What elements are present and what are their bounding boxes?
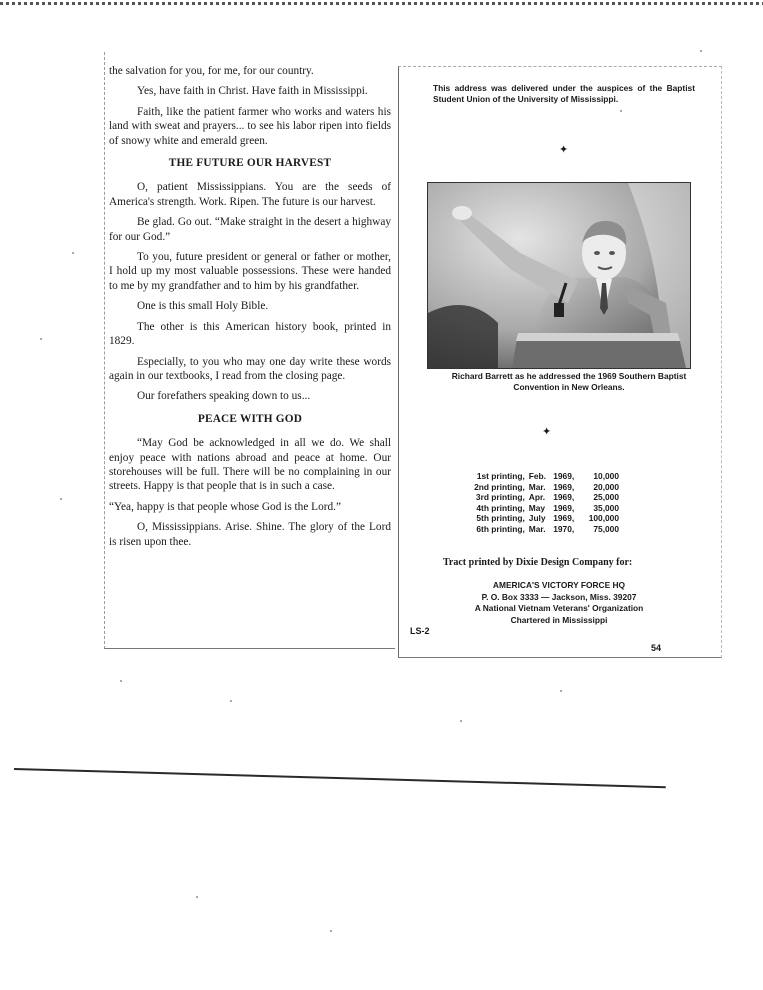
paragraph: The other is this American history book, printed in 1829. xyxy=(109,320,391,348)
printing-label: 4th printing, xyxy=(476,502,525,513)
printing-month: July xyxy=(528,513,546,523)
scan-speck xyxy=(120,680,122,682)
paragraph: O, patient Mississippians. You are the seeds of America's strength. Work. Ripen. The future is our harvest. xyxy=(109,181,391,208)
paragraph: the salvation for you, for me, for our country. xyxy=(109,65,314,77)
printing-history xyxy=(459,471,619,534)
page-number: 54 xyxy=(651,643,662,653)
printing-year: 1970, xyxy=(553,523,575,534)
printing-year: 1969, xyxy=(553,471,575,481)
scan-top-border xyxy=(0,2,763,5)
right-page xyxy=(398,66,722,658)
printing-year: 1969, xyxy=(553,481,575,492)
printing-year: 1969, xyxy=(553,492,575,502)
printing-row xyxy=(459,503,619,514)
org-name: AMERICA'S VICTORY FORCE HQ xyxy=(492,580,626,590)
speaker-photo-graphic xyxy=(428,183,690,368)
scan-speck xyxy=(620,110,622,112)
paragraph: Faith, like the patient farmer who works and waters his land with sweat and prayers... to see his labor ripen into fields of snowy white and emerald green. xyxy=(109,105,391,147)
scan-speck xyxy=(40,338,42,340)
section-heading-peace: PEACE WITH GOD xyxy=(197,412,303,425)
printing-label: 3rd printing, xyxy=(475,492,525,502)
scan-speck xyxy=(560,690,562,692)
scan-speck xyxy=(460,720,462,722)
printing-label: 2nd printing, xyxy=(474,481,525,492)
printing-label: 1st printing, xyxy=(476,471,525,481)
scan-artifact-line xyxy=(14,768,666,788)
printing-year: 1969, xyxy=(553,513,575,523)
paragraph: O, Mississippians. Arise. Shine. The glory of the Lord is risen upon thee. xyxy=(109,521,391,548)
address-note: This address was delivered under the auspices of the Baptist Student Union of the University of Mississippi. xyxy=(433,83,695,104)
organization-block xyxy=(439,580,679,626)
paragraph: “May God be acknowledged in all we do. We shall enjoy peace with nations abroad and peace at home. Our storehouses will be full. There will be no complaining in our streets. Happy is that people that is in such a case. xyxy=(109,437,391,493)
page-number: LS-2 xyxy=(410,626,430,636)
printing-label: 6th printing, xyxy=(476,523,525,534)
org-description: A National Vietnam Veterans' Organization xyxy=(474,603,644,613)
scan-speck xyxy=(196,896,198,898)
left-page xyxy=(104,52,395,649)
scan-speck xyxy=(700,50,702,52)
org-address: P. O. Box 3333 — Jackson, Miss. 39207 xyxy=(481,591,637,602)
printing-count: 100,000 xyxy=(588,513,619,523)
paragraph: To you, future president or general or father or mother, I hold up my most valuable possessions. These were handed to me by my grandfather and to him by his grandfather. xyxy=(109,251,391,292)
scan-speck xyxy=(72,252,74,254)
printing-row xyxy=(459,492,619,503)
printing-month: Mar. xyxy=(528,523,546,534)
scan-speck xyxy=(330,930,332,932)
printing-month: Apr. xyxy=(528,492,546,502)
org-charter: Chartered in Mississippi xyxy=(510,614,608,625)
paragraph: Be glad. Go out. “Make straight in the desert a highway for our God.” xyxy=(109,216,391,243)
paragraph: One is this small Holy Bible. xyxy=(137,300,269,313)
scan-speck xyxy=(230,700,232,702)
printing-month: Feb. xyxy=(528,471,546,481)
paragraph: “Yea, happy is that people whose God is the Lord.” xyxy=(109,500,341,513)
printing-row xyxy=(459,482,619,493)
speaker-photo xyxy=(427,182,691,369)
printing-label: 5th printing, xyxy=(476,513,525,523)
diamond-ornament-icon: ✦ xyxy=(559,144,569,156)
printing-row xyxy=(459,471,619,482)
tract-printer-line: Tract printed by Dixie Design Company for: xyxy=(443,557,633,568)
printing-month: May xyxy=(528,502,546,513)
printing-row xyxy=(459,513,619,524)
section-heading-harvest: THE FUTURE OUR HARVEST xyxy=(168,157,332,170)
paragraph: Yes, have faith in Christ. Have faith in Mississippi. xyxy=(137,85,368,98)
printing-count: 10,000 xyxy=(593,471,619,481)
scan-speck xyxy=(60,498,62,500)
paragraph: Especially, to you who may one day write these words again in our textbooks, I read from the closing page. xyxy=(109,355,391,382)
printing-count: 25,000 xyxy=(593,492,619,502)
left-page-body xyxy=(109,64,391,555)
printing-row xyxy=(459,524,619,535)
diamond-ornament-icon: ✦ xyxy=(542,426,552,438)
paragraph: Our forefathers speaking down to us... xyxy=(137,390,311,403)
printing-year: 1969, xyxy=(553,502,575,513)
printing-count: 75,000 xyxy=(593,523,619,534)
printing-count: 20,000 xyxy=(593,481,619,492)
printing-month: Mar. xyxy=(528,481,546,492)
printing-count: 35,000 xyxy=(593,502,619,513)
photo-caption: Richard Barrett as he addressed the 1969 Southern Baptist Convention in New Orleans. xyxy=(451,371,687,392)
